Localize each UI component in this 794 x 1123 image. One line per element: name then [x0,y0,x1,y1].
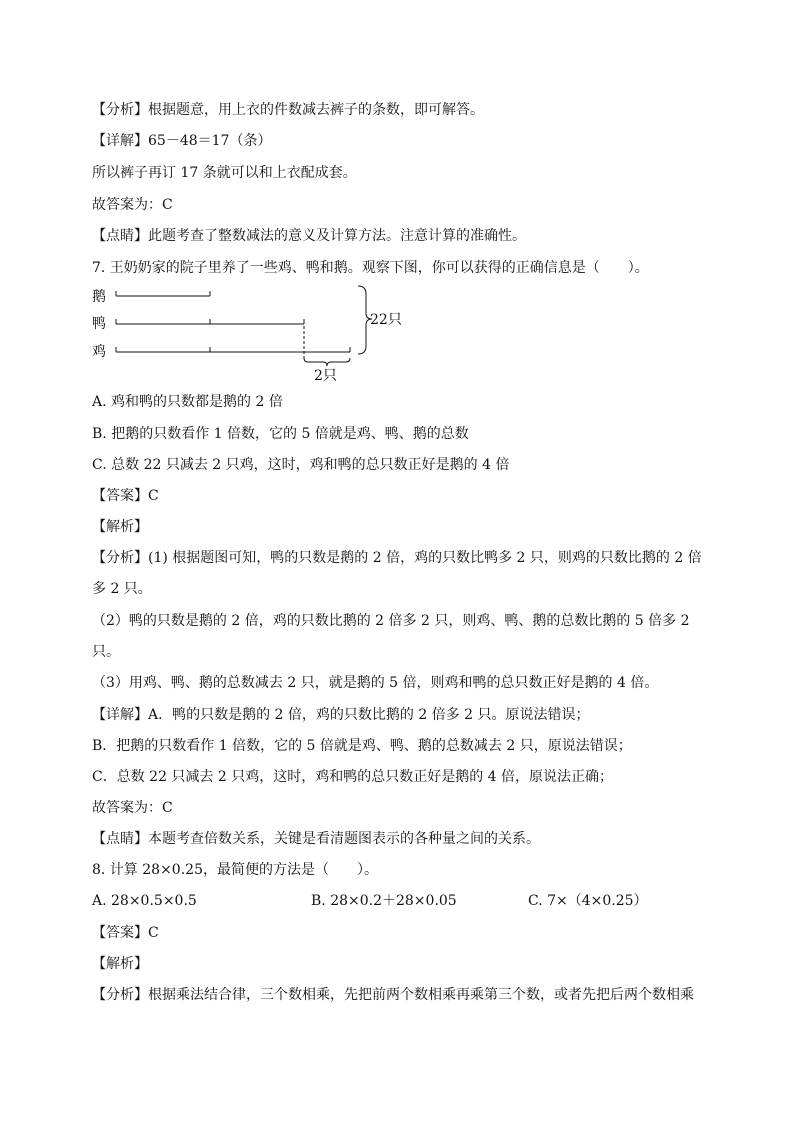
extra-label: 2只 [314,368,337,384]
option-8b: B. 28×0.2＋28×0.05 [311,893,457,909]
option-8a: A. 28×0.5×0.5 [92,893,197,909]
answer-statement-7: 故答案为：C [92,800,173,816]
chicken-label: 鸡 [92,344,106,360]
segment-diagram [92,282,432,386]
detail-7-a: 【详解】A．鸭的只数是鹅的 2 倍，鸡的只数比鹅的 2 倍多 2 只。原说法错误； [92,707,590,723]
comment-7: 【点睛】本题考查倍数关系，关键是看清题图表示的各种量之间的关系。 [92,831,540,847]
duck-label: 鸭 [92,316,106,332]
option-7c: C. 总数 22 只减去 2 只鸡，这时，鸡和鸭的总只数正好是鹅的 4 倍 [92,457,510,473]
answer-7: 【答案】C [92,488,159,504]
option-7a: A. 鸡和鸭的只数都是鹅的 2 倍 [92,394,283,410]
analysis-7-2a: （2）鸭的只数是鹅的 2 倍，鸡的只数比鹅的 2 倍多 2 只，则鸡、鸭、鹅的总数比鹅的 5 倍多 2 [92,613,690,629]
analysis-7-1b: 多 2 只。 [92,581,152,597]
answer-8: 【答案】C [92,925,159,941]
total-label: 22只 [370,312,402,328]
goose-segment [116,291,210,296]
answer-statement-6: 故答案为：C [92,197,173,213]
analysis-7-2b: 只。 [92,644,120,660]
detail-6-conclusion: 所以裤子再订 17 条就可以和上衣配成套。 [92,165,357,181]
option-8c: C. 7×（4×0.25） [528,893,648,909]
analysis-7-3: （3）用鸡、鸭、鹅的总数减去 2 只，就是鹅的 5 倍，则鸡和鸭的总只数正好是鹅的 4 倍。 [92,675,659,691]
goose-label: 鹅 [92,289,106,305]
analysis-7-1a: 【分析】(1) 根据题图可知，鸭的只数是鹅的 2 倍，鸡的只数比鸭多 2 只，则鸡的只数比鹅的 2 倍 [92,550,702,566]
question-7: 7. 王奶奶家的院子里养了一些鸡、鸭和鹅。观察下图，你可以获得的正确信息是（ ）。 [92,260,649,276]
question-8: 8. 计算 28×0.25，最简便的方法是（ ）。 [92,862,378,878]
extra-brace [304,358,350,366]
detail-7-b: B．把鹅的只数看作 1 倍数，它的 5 倍就是鸡、鸭、鹅的总数减去 2 只，原说法错误； [92,738,632,754]
analysis-6: 【分析】根据题意，用上衣的件数减去裤子的条数，即可解答。 [92,102,484,118]
chicken-segment [116,347,350,352]
detail-7-c: C．总数 22 只减去 2 只鸡，这时，鸡和鸭的总只数正好是鹅的 4 倍，原说法正确； [92,769,614,785]
explanation-heading-8: 【解析】 [92,956,148,972]
detail-6: 【详解】65－48＝17（条） [92,133,272,149]
option-7b: B. 把鹅的只数看作 1 倍数，它的 5 倍就是鸡、鸭、鹅的总数 [92,426,469,442]
duck-segment [116,319,304,324]
analysis-8: 【分析】根据乘法结合律，三个数相乘，先把前两个数相乘再乘第三个数，或者先把后两个数相乘 [92,987,694,1003]
comment-6: 【点睛】此题考查了整数减法的意义及计算方法。注意计算的准确性。 [92,228,526,244]
explanation-heading-7: 【解析】 [92,519,148,535]
